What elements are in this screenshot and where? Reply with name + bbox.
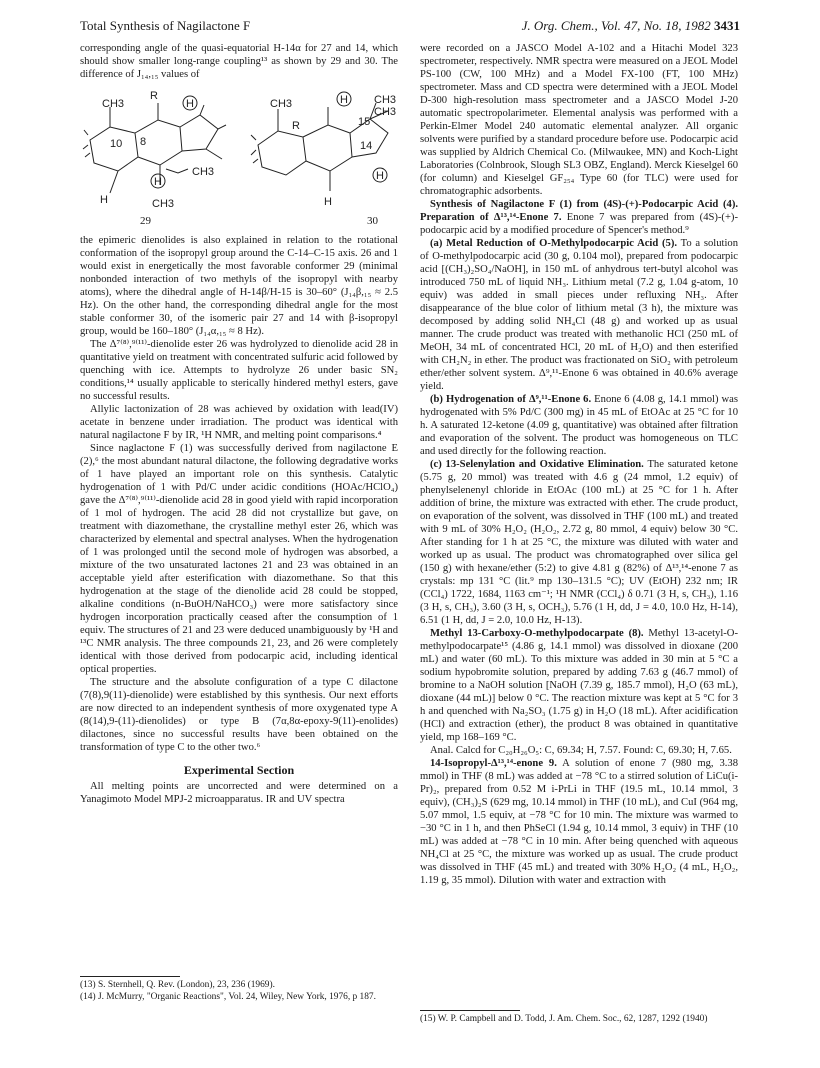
- svg-text:CH3: CH3: [374, 106, 397, 118]
- section-heading: Experimental Section: [183, 763, 295, 777]
- structure-29: [80, 85, 230, 225]
- svg-text:R: R: [150, 90, 158, 102]
- svg-text:CH3: CH3: [152, 198, 175, 210]
- paragraph: [420, 198, 738, 237]
- paragraph-text: To a solution of O-methylpodocarpic acid (30 g, 0.104 mol), prepared from podocarpic acid [(CH₃)₂SO₄/NaOH], in 150 mL of anhydrous tert-butyl alcohol was introduced 750 mL of liquid NH₃. Lithium metal (7.2 g, 1.04 g-atom, 10 equiv) was added in small pieces under refluxing NH₃. After disappearance of the blue color of lithium metal (3 h), the mixture was decomposed by adding solid NH₄Cl (48 g) and worked up as usual manner. The crude product was treated with methanolic HCl (250 mL of MeOH, 34 mL of concentrated HCl, 20 mL of H₂O) and then esterified with CH₂N₂ in ether. The product was fractionated on SiO₂ with petroleum ether/ether solvent system. Δ⁹,¹¹-Enone 6 was obtained in 40.6% average yield.: [420, 238, 738, 392]
- footnote-14: (14) J. McMurry, "Organic Reactions", Vol. 24, Wiley, New York, 1976, p 187.: [80, 991, 376, 1002]
- paragraph: [420, 393, 738, 458]
- footnote-13: (13) S. Sternhell, Q. Rev. (London), 23, 236 (1969).: [80, 980, 275, 990]
- paragraph-text: Enone 6 (4.08 g, 14.1 mmol) was hydrogenated with 5% Pd/C (300 mg) in 45 mL of EtOAc at 25 °C for 10 h. A saturated 12-ketone (4.09 g, quantitative) was obtained after filtration and evaporation of the solvent. The product was homogeneous on TLC and used directly for the following reaction.: [420, 394, 738, 457]
- paragraph: [420, 757, 738, 887]
- left-column: [80, 42, 398, 806]
- journal-citation: [522, 18, 740, 34]
- svg-text:H: H: [340, 94, 348, 106]
- svg-text:CH3: CH3: [270, 98, 293, 110]
- figure-label-30: 30: [367, 215, 378, 227]
- footnotes-left: [80, 980, 398, 1003]
- paragraph-text: The saturated ketone (5.75 g, 20 mmol) was treated with 4.6 g (24 mmol, 1.2 equiv) of phenylselenenyl chloride in EtOAc (100 mL) at 25 °C for 1 h. After addition of brine, the mixture was extracted with ether. The crude product, on evaporation of the solvent, was dissolved in THF (100 mL) and treated with 9 mL of 30% H₂O₂ (H₂O₂, 2.72 g, 80 mmol, 4 equiv) below 30 °C. After standing for 1 h at 25 °C, the mixture was diluted with water and worked up as usual. The product was chromatographed over silica gel (150 g) with hexane/ether (5:2) to give 4.81 g (82%) of Δ¹³,¹⁴-enone 7 as crystals: mp 131 °C (lit.⁹ mp 130–131.5 °C); UV (EtOH) 232 nm; IR (CCl₄) 1722, 1684, 1163 cm⁻¹; ¹H NMR (CCl₄) δ 0.71 (3 H, s, CH₃), 1.16 (3 H, s, CH₃), 3.60 (3 H, s, OCH₃), 5.76 (1 H, dd, J = 4.0, 10.0 Hz, H-14), 6.51 (1 H, dd, J = 2.0, 10.0 Hz, H-13).: [420, 459, 738, 626]
- paragraph: Since naglactone F (1) was successfully derived from nagilactone E (2),⁶ the most abundant natural dilactone, the following degradative works of 1 have played an important role on this synthesis. Catalytic hydrogenation of 1 with Pd/C under acidic conditions (HOAc/HClO₄) gave the Δ⁷⁽⁸⁾,⁹⁽¹¹⁾-dienolide acid 28 in good yield with rapid incorporation of 1 mol of hydrogen. The acid 28 did not crystallize but gave, on treatment with diazomethane, the crystalline methyl ester 26, which was characterized by elemental and spectral analyses. When the hydrogenation of 1 was prolonged until the second mole of hydrogen was absorbed, a mixture of the two unsaturated lactones 21 and 23 was obtained in an acceptable yield after esterification with diazomethane. So that this hydrogenation at the stage of the dienolide acid 28 could be stopped, alkaline conditions (n-BuOH/NaHCO₃) were more satisfactory since hydrogen incorporation practically ceased after the consumption of 1 equiv. The structures of 21 and 23 were deduced unambiguously by ¹H and ¹³C NMR analysis. The three compounds 21, 23, and 26 were completely identical with those derived from podocarpic acid, including identical optical properties.: [80, 443, 398, 675]
- paragraph-text: Methyl 13-acetyl-O-methylpodocarpate¹⁵ (4.86 g, 14.1 mmol) was dissolved in dioxane (200 mL) and water (60 mL). To this mixture was added in 30 min at 5 °C a sodium hypobromite solution, prepared by adding 7.63 g (46.7 mmol) of bromine to a NaOH solution [NaOH (7.39 g, 185.7 mmol), H₂O (63 mL), dioxane (44 mL)] below 0 °C. The reaction mixture was kept at 5 °C for 3 h and quenched with Na₂SO₃ (1.75 g) in H₂O (18 mL). After acidification (HCl) and extraction (ether), the product 8 was obtained in quantitative yield, mp 168–169 °C.: [420, 628, 738, 743]
- subheading: (b) Hydrogenation of Δ⁹,¹¹-Enone 6.: [430, 394, 592, 405]
- svg-text:R: R: [292, 120, 300, 132]
- svg-text:8: 8: [140, 136, 147, 148]
- subheading: (a) Metal Reduction of O-Methylpodocarpic Acid (5).: [430, 238, 678, 249]
- svg-text:H: H: [186, 98, 194, 110]
- figure-label-29: 29: [140, 215, 151, 227]
- subheading: 14-Isopropyl-Δ¹³,¹⁴-enone 9.: [430, 758, 557, 769]
- journal-name: J. Org. Chem., Vol. 47, No. 18, 1982: [521, 18, 711, 33]
- paragraph: Anal. Calcd for C₂₀H₂₆O₅: C, 69.34; H, 7.57. Found: C, 69.30; H, 7.65.: [430, 745, 732, 756]
- paragraph: The structure and the absolute configuration of a type C dilactone (7(8),9(11)-dienolide) were established by this synthesis. Our next efforts are now directed to an independent synthesis of more oxygenated type A (8(14),9-(11)-dienolides) or type B (7α,8α-epoxy-9(11)-enolides) dilactones, since no successful results have been obtained on the transformation of type C to the other two.⁶: [80, 677, 398, 753]
- paragraph: were recorded on a JASCO Model A-102 and a Hitachi Model 323 spectrometer, respectively. NMR spectra were measured on a JEOL Model PS-100 (CW, 100 MHz) and a Model FX-100 (FT, 100 MHz) spectrometer. Mass and CD spectra were determined with a JEOL Model D-300 high-resolution mass spectrometer and a JASCO Model J-20 automatic spectropolarimeter. Elemental analysis was performed with a Perkin-Elmer Model 240 automatic elemental analyzer. All organic solvents were purified by a standard procedure before use. Podocarpic acid was supplied by Aldrich Chemical Co. (Milwaukee, MN) and Koch-Light Laboratories (Colnbrook, Slough SL3 OBZ, England). Merck Kieselgel 60 (for column) and Kieselgel GF₂₅₄ Type 60 (for TLC) were used for chromatographic adsorbents.: [420, 43, 738, 197]
- svg-text:H: H: [100, 194, 108, 206]
- svg-text:CH3: CH3: [192, 166, 215, 178]
- running-title: Total Synthesis of Nagilactone F: [80, 18, 251, 33]
- structure-30: [248, 85, 398, 225]
- svg-text:CH3: CH3: [374, 94, 397, 106]
- footnote-divider: [420, 1010, 520, 1011]
- paragraph-text: A solution of enone 7 (980 mg, 3.38 mmol) in THF (8 mL) was added at −78 °C to a stirred solution of LiCu(i-Pr)₂, prepared from 0.52 M i-PrLi in THF (19.5 mL, 10.14 mmol, 3 equiv), (CH₃)₂S (629 mg, 10.14 mmol) in THF (10 mL), and CuI (964 mg, 5.07 mmol, 1.5 equiv, at −78 °C for 10 min. The mixture was warmed to −30 °C in 1 h, and then PhSeCl (1.94 g, 10.14 mmol, 3 equiv) in THF (10 mL) was added at −78 °C in 10 min. After being quenched with aqueous NH₄Cl at 25 °C, the mixture was worked up as usual. The crude product was dissolved in THF (45 mL) and treated with 30% H₂O₂ (4 mL, H₂O₂, 1.19 g, 35 mmol). Dilution with water and extraction with: [420, 758, 738, 886]
- subheading: Synthesis of Nagilactone F (1) from (4S)-(+)-Podocarpic Acid (4). Preparation of Δ¹³,¹⁴-Enone 7.: [420, 199, 738, 223]
- paragraph: corresponding angle of the quasi-equatorial H-14α for 27 and 14, which should show smaller long-range coupling¹³ as shown by 29 and 30. The difference of J₁₄,₁₅ values of: [80, 43, 398, 80]
- paragraph: [420, 237, 738, 393]
- paragraph: [420, 458, 738, 627]
- svg-text:15: 15: [358, 116, 371, 128]
- svg-text:H: H: [154, 176, 162, 188]
- paragraph: The Δ⁷⁽⁸⁾,⁹⁽¹¹⁾-dienolide ester 26 was hydrolyzed to dienolide acid 28 in quantitative yield on treatment with concentrated sulfuric acid followed by quenching with ice. Attempts to hydrolyze 26 under basic SN₂ conditions,¹⁴ usually applicable to sterically hindered methyl esters, gave no successful results.: [80, 339, 398, 402]
- svg-text:14: 14: [360, 140, 373, 152]
- paragraph: [420, 627, 738, 744]
- paragraph: the epimeric dienolides is also explained in relation to the rotational conformation of the isopropyl group around the C-14–C-15 axis. 26 and 1 would exist in energetically the most favorable conformer 29 (minimal nonbonded interaction of two methyls of the isopropyl with nearby atoms), where the dihedral angle of H-14β/H-15 is 30–60° (J₁₄β,₁₅ ≈ 2.5 Hz). On the other hand, the corresponding dihedral angle for the most stable conformer 30, of the isomeric pair 27 and 14 with β-isopropyl group, would be 160–180° (J₁₄α,₁₅ ≈ 8 Hz).: [80, 235, 398, 337]
- paragraph: Allylic lactonization of 28 was achieved by oxidation with lead(IV) acetate in benzene under irradiation. The product was identical with natural nagilactone F by IR, ¹H NMR, and melting point comparisons.⁴: [80, 404, 398, 441]
- svg-text:H: H: [324, 196, 332, 208]
- subheading: Methyl 13-Carboxy-O-methylpodocarpate (8).: [430, 628, 644, 639]
- footnotes-right: [420, 1014, 738, 1026]
- svg-text:H: H: [376, 170, 384, 182]
- subheading: (c) 13-Selenylation and Oxidative Elimination.: [430, 459, 644, 470]
- paragraph: All melting points are uncorrected and were determined on a Yanagimoto Model MPJ-2 microapparatus. IR and UV spectra: [80, 781, 398, 805]
- footnote-15: (15) W. P. Campbell and D. Todd, J. Am. Chem. Soc., 62, 1287, 1292 (1940): [420, 1014, 708, 1024]
- footnote-divider: [80, 976, 180, 977]
- paragraph-text: Enone 7 was prepared from (4S)-(+)-podocarpic acid by a modified procedure of Spencer's method.⁹: [420, 212, 738, 236]
- page-number: 3431: [714, 18, 740, 33]
- conformer-figure: [80, 85, 398, 225]
- right-column: [420, 42, 738, 887]
- svg-text:CH3: CH3: [102, 98, 125, 110]
- svg-text:10: 10: [110, 138, 123, 150]
